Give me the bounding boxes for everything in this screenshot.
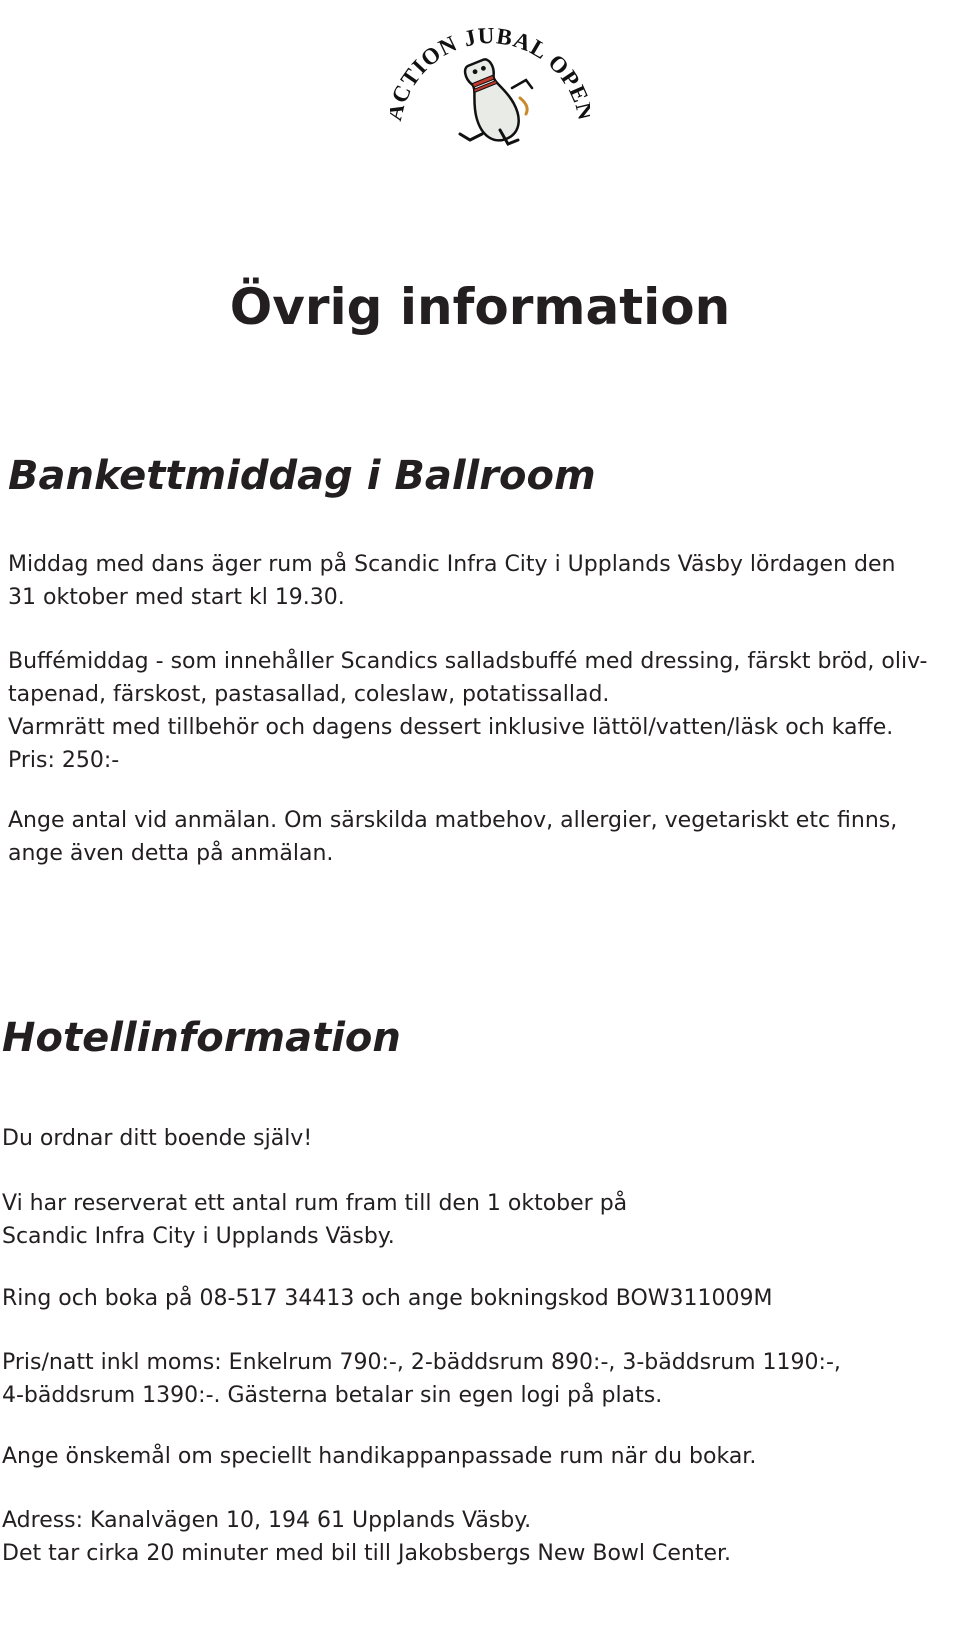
hotel-accessibility: Ange önskemål om speciellt handikappanpassade rum när du bokar. xyxy=(2,1444,757,1469)
banquet-menu-line: Buffémiddag - som innehåller Scandics salladsbuffé med dressing, färskt bröd, oliv- xyxy=(8,649,928,674)
hotel-address-line: Adress: Kanalvägen 10, 194 61 Upplands Väsby. xyxy=(2,1508,532,1533)
logo-text: TION JUBAL OP xyxy=(395,23,586,93)
hotel-prices-line: Pris/natt inkl moms: Enkelrum 790:-, 2-bäddsrum 890:-, 3-bäddsrum 1190:-, xyxy=(2,1350,841,1375)
banquet-note-line: Ange antal vid anmälan. Om särskilda matbehov, allergier, vegetariskt etc finns, xyxy=(8,808,898,833)
hotel-self-booking: Du ordnar ditt boende själv! xyxy=(2,1126,313,1151)
hotel-address xyxy=(2,1504,731,1570)
hotel-reserved-line: Scandic Infra City i Upplands Väsby. xyxy=(2,1224,395,1249)
hotel-prices xyxy=(2,1346,841,1412)
banquet-note-line: ange även detta på anmälan. xyxy=(8,841,334,866)
banquet-intro xyxy=(8,548,895,614)
banquet-menu xyxy=(8,645,927,777)
banquet-note xyxy=(8,804,897,870)
banquet-menu-line: Varmrätt med tillbehör och dagens dessert inklusive lättöl/vatten/läsk och kaffe. xyxy=(8,715,894,740)
hotel-heading: Hotellinformation xyxy=(2,1015,401,1061)
banquet-intro-line: 31 oktober med start kl 19.30. xyxy=(8,585,345,610)
banquet-menu-line: tapenad, färskost, pastasallad, coleslaw, potatissallad. xyxy=(8,682,610,707)
hotel-reserved xyxy=(2,1187,627,1253)
hotel-prices-line: 4-bäddsrum 1390:-. Gästerna betalar sin egen logi på plats. xyxy=(2,1383,663,1408)
hotel-booking-info: Ring och boka på 08-517 34413 och ange bokningskod BOW311009M xyxy=(2,1286,773,1311)
bowling-pin-mascot-icon xyxy=(390,6,590,158)
banquet-intro-line: Middag med dans äger rum på Scandic Infra City i Upplands Väsby lördagen den xyxy=(8,552,896,577)
page-title: Övrig information xyxy=(229,278,731,336)
hotel-reserved-line: Vi har reserverat ett antal rum fram till den 1 oktober på xyxy=(2,1191,628,1216)
banquet-price: Pris: 250:- xyxy=(8,748,120,773)
action-jubal-open-logo xyxy=(390,6,590,158)
hotel-travel-time: Det tar cirka 20 minuter med bil till Jakobsbergs New Bowl Center. xyxy=(2,1541,732,1566)
banquet-heading: Bankettmiddag i Ballroom xyxy=(8,453,596,499)
